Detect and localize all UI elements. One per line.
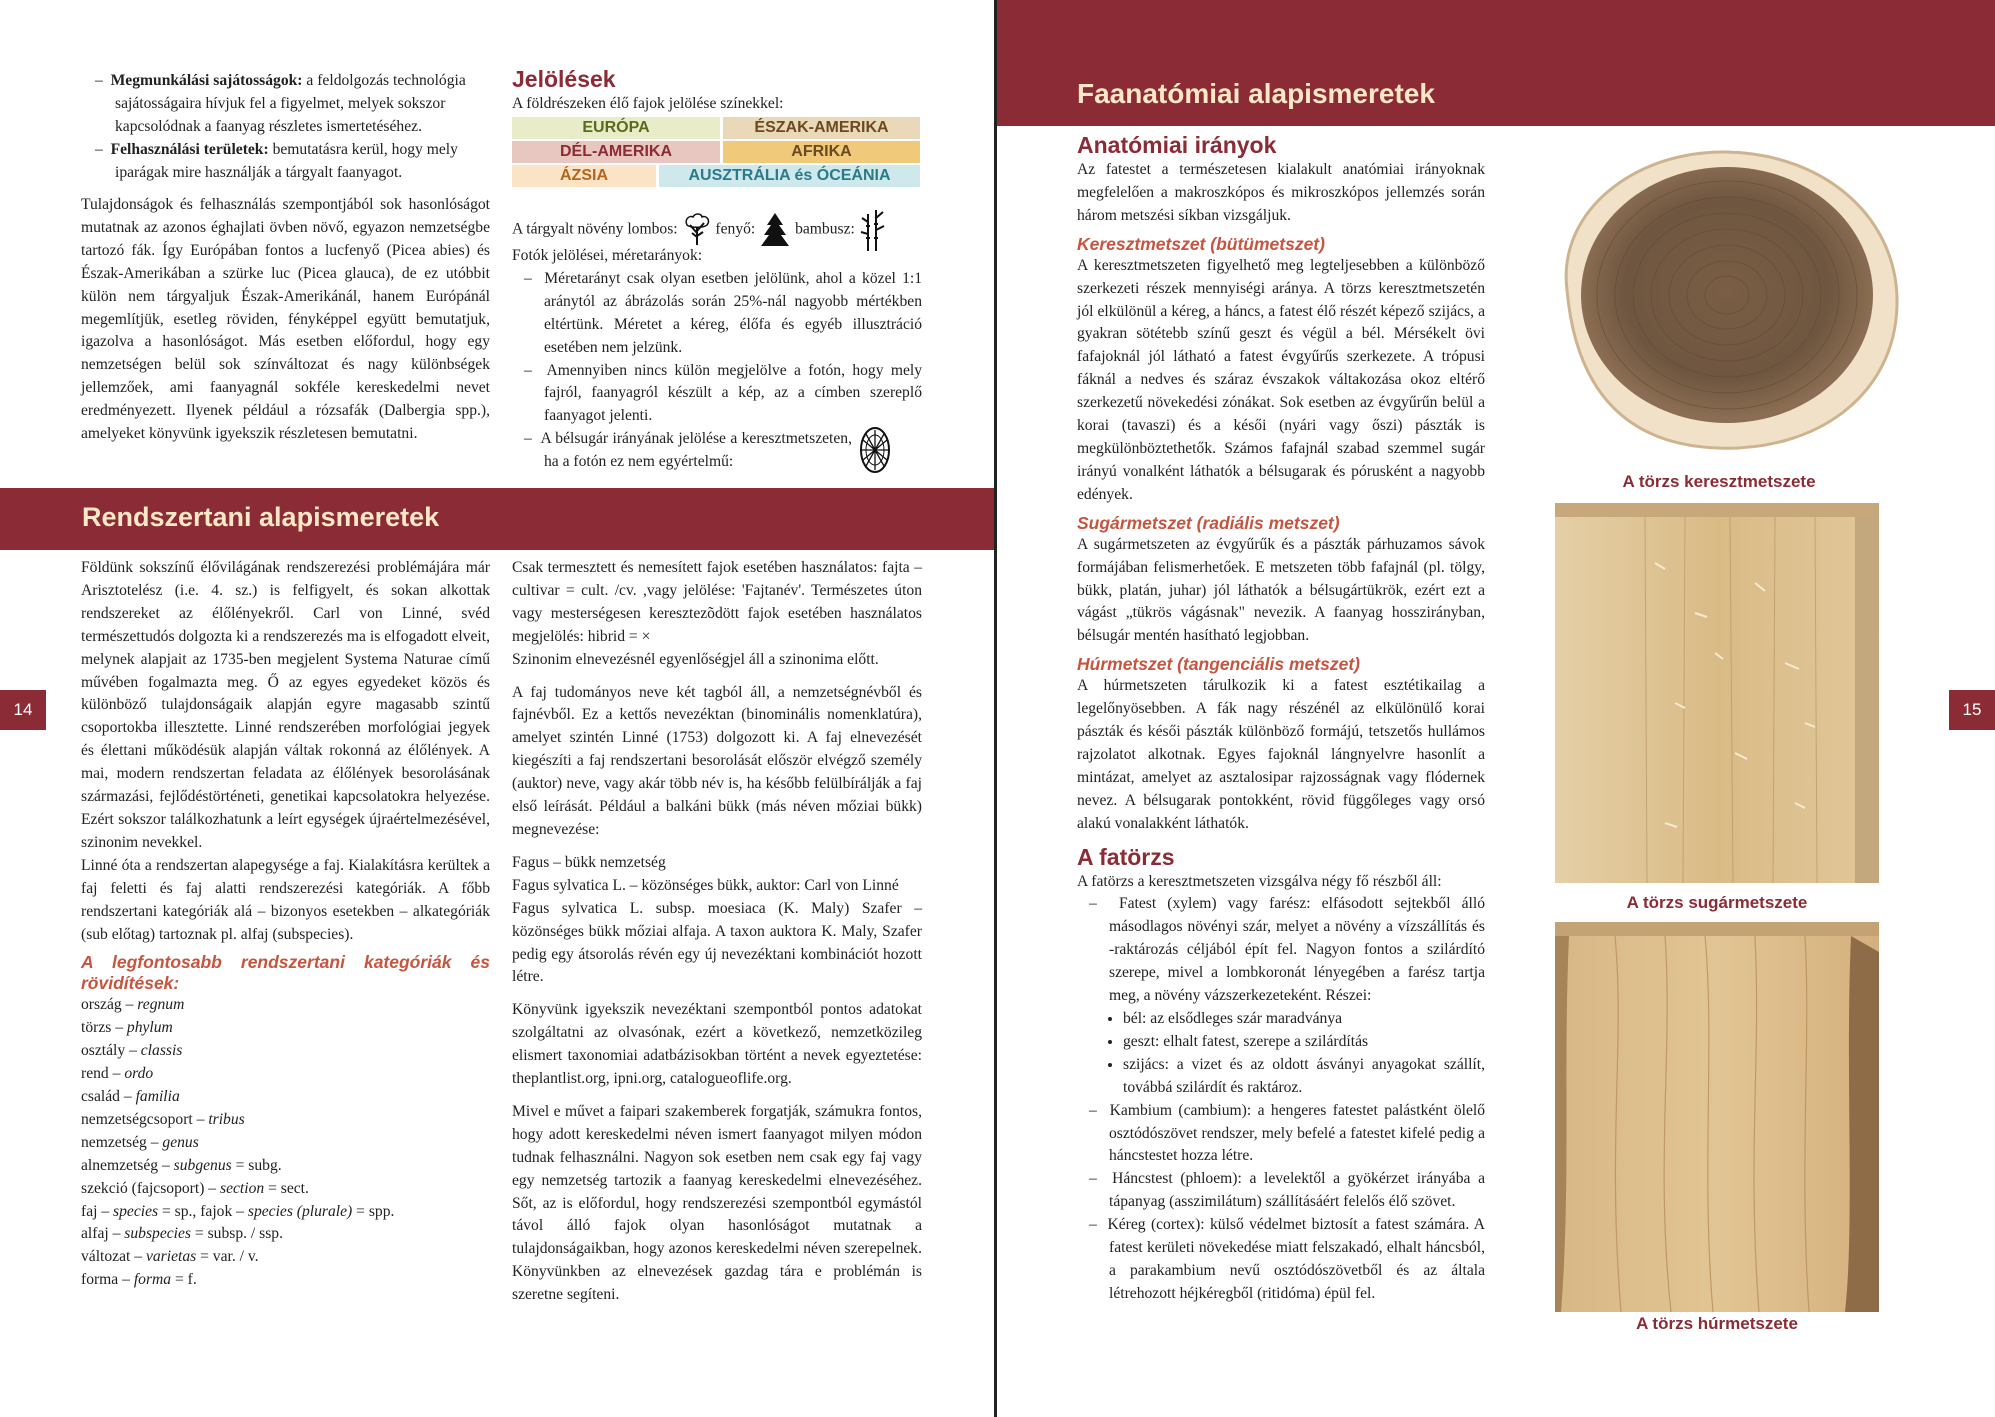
plant-type-line: A tárgyalt növény lombos: fenyő: bambusz: — [512, 208, 922, 242]
category-row: szekció (fajcsoport) – section = sect. — [81, 1179, 309, 1197]
jelolesek-title: Jelölések — [512, 66, 616, 92]
category-row: törzs – phylum — [81, 1019, 173, 1037]
list-item: – Amennyiben nincs külön megjelölve a fotón, hogy mely fajról, faanyagról készült a kép, az a címben szereplő faanyagot jelenti. — [524, 361, 923, 425]
caption-radial-section: A törzs sugármetszete — [1626, 893, 1808, 912]
continent-asia: ÁZSIA — [512, 165, 656, 187]
category-row: alnemzetség – subgenus = subg. — [81, 1156, 282, 1174]
list-item: – Fatest (xylem) vagy farész: elfásodott sejtekből álló másodlagos növényi szár, melyet a növény a vízszállítás és -raktározás céljából épít fel. Nagyon fontos a szilárdító szerepe, mivel a lombkoronát lényegében a farész tartja meg, a növény vázszerkezeteként. Részei: — [1089, 895, 1485, 1005]
list-item: – Háncstest (phloem): a levelektől a gyökérzet irányába a tápanyag (asszimilátum) szállításáért felelős élő szövet. — [1089, 1170, 1485, 1211]
ray-direction-icon — [858, 425, 892, 475]
list-item: – Kambium (cambium): a hengeres fatestet palástként ölelő osztódószövet rendszer, mely befelé a fatestet kifelé pedig a háncstestet hozza létre. — [1089, 1101, 1486, 1165]
right-column: Anatómiai irányok Az fatestet a természetesen kialakult anatómiai irányoknak megfelelően a makroszkópos és mikroszkópos jellemzés során három metszési síkban vizsgáljuk. Keresztmetszet (bütümetszet) A keresztmetszeten figyelhető meg legteljesebben a különböző szerkezeti részek mennyiségi aránya. A törzs keresztmetszetén jól elkülönül a kéreg, a háncs, a fatest élő részét képező szijács, a gyakran sötétebb színű geszt és végül a bél. Mérsékelt övi fafajoknál jól látható a fatest évgyűrűs szerkezete. A trópusi fáknál a nedves és száraz évszakok váltakozása okoz eltérő szerkezetű növekedési zónákat. Sok esetben az évgyűrűn belül a korai (tavaszi) és a késői (nyári vagy őszi) pászták is megkülönböztethetők. Számos fafajnál szabad szemmel sugár irányú vonalként láthatók a bélsugarak és pórusként a nagyobb edények. Sugármetszet (radiális metszet) A sugármetszeten az évgyűrűk és a pászták párhuzamos sávok formájában felismerhetőek. E metszeten több fafajnál (pl. tölgy, bükk, platán, juhar) jól láthatók a bélsugártükrök, ezért ezt a vágást „tükrös vágásnak" nevezik. A faanyag hosszirányban, bélsugár mentén hasítható legjobban. Húrmetszet (tangenciális metszet) A húrmetszeten tárulkozik ki a fatest esztétikailag a legelőnyösebben. A fák nagy részénél az elkülönülő korai pászták és késői pászták különböző formájú, tetszetős hullámos rajzolatot alkotnak. Egyes fajoknál lángnyelvre hasonlít a mintázat, amelyet az asztalosipar rajzosságnak vagy flódernek nevez. A bélsugarak pontokként, rövid függőleges vagy orsó alakú vonalakként láthatók. A fatörzs A fatörzs a keresztmetszeten vizsgálva négy fő részből áll: – Fatest (xylem) vagy farész: elfásodott sejtekből álló másodlagos növényi szár, melyet a növény a vízszállítás és -raktározás céljából épít fel. Nagyon fontos a szilárdító szerepe, mivel a lombkoronát lényegében a farész tartja meg, a növény vázszerkezeteként. Részei: • bél: az elsődleges szár maradványa • geszt: elhalt fatest, szerepe a szilárdítás • szijács: a vizet és az oldott ásványi anyagokat szállít, továbbá szilárdít és raktároz. – Kambium (cambium): a hengeres fatestet palástként ölelő osztódószövet rendszer, mely befelé a fatestet kifelé pedig a háncstestet hozza létre. – Háncstest (phloem): a levelektől a gyökérzet irányába a tápanyag (asszimilátum) szállításáért felelős élő szövet. – Kéreg (cortex): külső védelmet biztosít a fatest számára. A fatest kerületi növekedése miatt felszakadó, elhalt háncsból, a parakambium nevű osztódószövetből és az általa létrehozott héjkéregből (ritidóma) épül fel. — [1077, 132, 1485, 1306]
hur-title: Húrmetszet (tangenciális metszet) — [1077, 654, 1360, 675]
radial-section-photo — [1555, 503, 1879, 883]
continent-europe: EURÓPA — [512, 117, 720, 139]
conifer-icon — [759, 211, 791, 249]
section-bar-rendszertan — [0, 488, 994, 550]
right-page — [997, 0, 1995, 1417]
category-row: nemzetségcsoport – tribus — [81, 1110, 245, 1128]
category-row: alfaj – subspecies = subsp. / ssp. — [81, 1225, 283, 1243]
deciduous-tree-icon — [682, 213, 712, 247]
categories-list — [81, 994, 490, 1292]
category-row: faj – species = sp., fajok – species (plurale) = spp. — [81, 1202, 395, 1220]
column-2: Csak termesztett és nemesített fajok esetében használatos: fajta – cultivar = cult. /cv. ,vagy jelölése: 'Fajtanév'. Természetes úton vagy mesterségesen keresztezõdött fajok esetében használatos megjelölés: hibrid = × Szinonim elnevezésnél egyenlőségjel áll a szinonima előtt. A faj tudományos neve két tagból áll, a nemzetségnévből és fajnévből. Ez a kettős nevezéktan (binominális nomenklatúra), amelyet szintén Linné (1753) dolgozott ki. A faj elnevezését kiegészíti a faj rendszertani besorolását először elvégző személy (auktor) neve, vagy akár több név is, ha később felülbírálják a faj első leírását. Például a balkáni bükk (más néven mőziai bükk) megnevezése: Fagus – bükk nemzetség Fagus sylvatica L. – közönséges bükk, auktor: Carl von Linné Fagus sylvatica L. subsp. moesiaca (K. Maly) Szafer – közönséges bükk mőziai alfaja. A taxon auktora K. Maly, Szafer pedig egy átsorolás révén egy új nevezéktani kombinációt hozott létre. Könyvünk igyekszik nevezéktani szempontból pontos adatokat szolgáltatni az olvasónak, ezért a következő, nemzetközileg elismert taxonomiai adatbázisokban történt a nevek egyeztetése: theplantlist.org, ipni.org, catalogueoflife.org. Mivel e művet a faipari szakemberek forgatják, számukra fontos, hogy adott kereskedelmi néven ismert faanyagot milyen módon tudnak felhasználni. Nagyon sok esetben nem csak egy faj vagy egy nemzetség tartozik a faanyag kereskedelmi elnevezéséhez. Sőt, az is előfordul, hogy rendszerezési szempontból egymástól távol álló fajok olyan hasonlóságot mutatnak a tulajdonságaikban, hogy azonos kereskedelmi néven szerepelnek. Könyvünkben az elnevezések gazdag tára e problémán is szeretne segíteni. — [512, 559, 922, 1304]
category-row: osztály – classis — [81, 1042, 183, 1060]
continent-north-america: ÉSZAK-AMERIKA — [723, 117, 920, 139]
tangential-section-photo — [1555, 922, 1879, 1312]
category-row: család – familia — [81, 1088, 180, 1106]
section-bar-faanatomia — [997, 0, 1995, 126]
list-item: – Felhasználási területek: bemutatásra kerül, hogy mely iparágak mire használják a tárgyalt faanyagot. — [95, 140, 458, 181]
categories-title: A legfontosabb rendszertani kategóriák és rövidítések: — [81, 952, 490, 994]
category-row: ország – regnum — [81, 996, 185, 1014]
continent-south-america: DÉL-AMERIKA — [512, 141, 720, 163]
page-number: 15 — [1949, 690, 1995, 730]
jelolesek-intro: A földrészeken élő fajok jelölése színekkel: — [512, 95, 784, 112]
category-row: rend – ordo — [81, 1065, 154, 1083]
continent-australia: AUSZTRÁLIA és ÓCEÁNIA — [659, 165, 920, 187]
page-number: 14 — [0, 690, 46, 730]
left-page — [0, 0, 997, 1417]
continent-africa: AFRIKA — [723, 141, 920, 163]
category-row: változat – varietas = var. / v. — [81, 1248, 259, 1266]
cross-section-photo — [1527, 140, 1911, 460]
list-item: • geszt: elhalt fatest, szerepe a szilárdítás — [1123, 1031, 1485, 1054]
jelolesek-box — [512, 66, 922, 116]
list-item: – Megmunkálási sajátosságok: a feldolgozás technológia sajátosságaira hívjuk fel a figyelmet, melyek sokszor kapcsolódnak a faanyag részletes ismertetéséhez. — [95, 72, 466, 135]
list-item: – Kéreg (cortex): külső védelmet biztosít a fatest számára. A fatest kerületi növekedése miatt felszakadó, elhalt háncsból, a parakambium nevű osztódószövetből és az általa létrehozott héjkéregből (ritidóma) épül fel. — [1089, 1216, 1485, 1302]
anat-title: Anatómiai irányok — [1077, 132, 1277, 158]
reszei-list — [1089, 1008, 1485, 1100]
list-item: – A bélsugár irányának jelölése a keresztmetszeten, ha a fotón ez nem egyértelmű: — [524, 430, 852, 471]
section-title: Faanatómiai alapismeretek — [1077, 78, 1435, 109]
kereszt-title: Keresztmetszet (bütümetszet) — [1077, 233, 1325, 254]
caption-tangential-section: A törzs húrmetszete — [1636, 1314, 1798, 1333]
list-item: – Méretarányt csak olyan esetben jelölünk, ahol a közel 1:1 aránytól az ábrázolás során 25%-nál nagyobb mértékben eltértünk. Méretet a kéreg, élőfa és egyéb illusztráció esetében nem jelzünk. — [524, 269, 922, 356]
fatorzs-title: A fatörzs — [1077, 843, 1175, 870]
column-1: Földünk sokszínű élővilágának rendszerezési problémájára már Arisztotelész (i.e. 4. sz.) is felfigyelt, és sokan alkottak rendszereket az élőlényekről. Carl von Linné, svéd természettudós dolgozta ki a rendszerezés ma is elfogadott elveit, melynek alapjait az 1735-ben megjelent Systema Naturae című művében fogalmazta meg. Ő az egyes egyedeket közös és különböző tulajdonságaik alapján egyre magasabb szintű csoportokba illesztette. Linné rendszerében morfológiai jegyek és élettani működésük alapján váltak rokonná az élőlények. A mai, modern rendszertan feladata az élőlények besorolásának származási, fejlődéstörténeti, genetikai kapcsolatokra helyezése. Ezért sokszor találkozhatunk a leírt egységek újraértelmezésével, szinonim nevekkel. Linné óta a rendszertan alapegysége a faj. Kialakításra kerültek a faj feletti és faj alatti rendszerezési kategóriák. A főbb rendszertani kategóriák alá – bizonyos esetekben – alkategóriák (sub előtag) tartoznak pl. alfaj (subspecies). A legfontosabb rendszertani kategóriák és rövidítések: ország – regnum törzs – phylum osztály – classis rend – ordo család – familia nemzetségcsoport – tribus nemzetség – genus alnemzetség – subgenus = subg. szekció (fajcsoport) – section = sect. faj – species = sp., fajok – species (plurale) = spp. alfaj – subspecies = subsp. / ssp. változat – varietas = var. / v. forma – forma = f. — [81, 557, 490, 1292]
category-row: forma – forma = f. — [81, 1271, 197, 1289]
section-title: Rendszertani alapismeretek — [82, 502, 440, 532]
intro-paragraph: Tulajdonságok és felhasználás szempontjából sok hasonlóságot mutatnak az azonos éghajlati övben növő, egyazon nemzetségbe tartozó fák. Így Európában fontos a lucfenyő (Picea abies) és Észak-Amerikában a szürke luc (Picea glauca), de ez utóbbit külön nem tárgyaljuk Észak-Amerikánál, hanem Európánál megemlítjük, esetleg röviden, fényképpel együtt bemutatjuk, igazolva a hasonlóságot. Más esetben előfordul, hogy egy nemzetségen belül sok színváltozat és nagy különbségek jellemzőek, ami faanyagnál sokféle kereskedelmi nevet eredményezett. Ilyenek például a rózsafák (Dalbergia spp.), amelyeket könyvünk igyekszik részletesen bemutatni. — [81, 196, 490, 443]
category-row: nemzetség – genus — [81, 1133, 199, 1151]
list-item: • szijács: a vizet és az oldott ásványi anyagokat szállít, továbbá szilárdít és raktároz. — [1123, 1054, 1485, 1100]
sugar-title: Sugármetszet (radiális metszet) — [1077, 512, 1340, 533]
list-item: • bél: az elsődleges szár maradványa — [1123, 1008, 1485, 1031]
photo-notes: Fotók jelölései, méretarányok: – Méretarányt csak olyan esetben jelölünk, ahol a közel 1:1 aránytól az ábrázolás során 25%-nál nagyobb mértékben eltértünk. Méretet a kéreg, élőfa és egyéb illusztráció esetében nem jelzünk. – Amennyiben nincs külön megjelölve a fotón, hogy mely fajról, faanyagról készült a kép, az a címben szereplő faanyagot jelenti. – A bélsugár irányának jelölése a keresztmetszeten, ha a fotón ez nem egyértelmű: — [512, 245, 922, 474]
caption-cross-section: A törzs keresztmetszete — [1622, 472, 1816, 491]
intro-list — [95, 70, 490, 185]
